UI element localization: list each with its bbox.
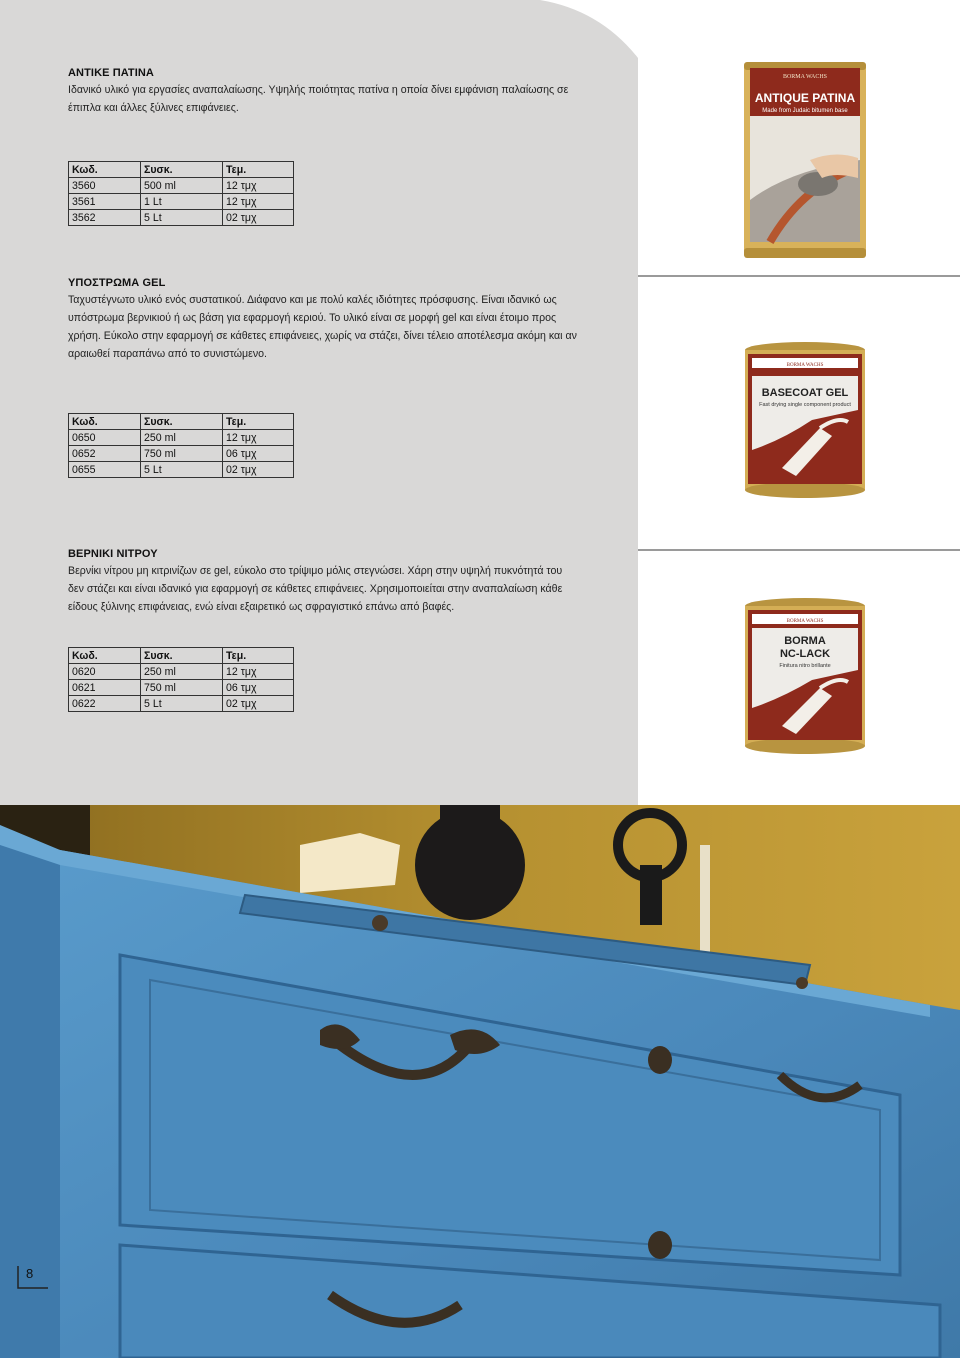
table-row — [69, 194, 294, 210]
product-title-text: BORMA — [784, 635, 826, 647]
product-subtitle-text: Finitura nitro brillante — [779, 663, 831, 669]
antique-patina-can-image — [740, 60, 870, 260]
table-header: Τεμ. — [223, 648, 294, 664]
table-cell: 12 τμχ — [223, 664, 294, 680]
table-cell: 0621 — [69, 680, 141, 696]
table-header: Κωδ. — [69, 162, 141, 178]
table-cell: 06 τμχ — [223, 680, 294, 696]
table-cell: 06 τμχ — [223, 446, 294, 462]
table-cell: 250 ml — [141, 664, 223, 680]
section-text-line: υπόστρωμα βερνικιού ή ως βάση για εφαρμογή κεριού. Το υλικό είναι σε μορφή gel και είναι έτοιμο προς — [68, 312, 557, 324]
section-text-line: είδους ξύλινης επιφάνειας, ενώ είναι εξαιρετικό ως σφραγιστικό επάνω από βαφές. — [68, 601, 455, 613]
section-text-line: δεν στάζει και είναι ιδανικό για εφαρμογή σε κάθετες επιφάνειες. Χρησιμοποιείται στην αναπαλαίωση κάθε — [68, 583, 563, 595]
page-number: 8 — [26, 1266, 34, 1281]
table-header: Συσκ. — [141, 648, 223, 664]
table-cell: 02 τμχ — [223, 462, 294, 478]
product-subtitle-text: Fast drying single component product — [759, 402, 851, 408]
table-header: Συσκ. — [141, 414, 223, 430]
table-cell: 0620 — [69, 664, 141, 680]
table-row — [69, 462, 294, 478]
table-cell: 12 τμχ — [223, 430, 294, 446]
product-subtitle-text: Made from Judaic bitumen base — [762, 108, 848, 114]
table-header: Κωδ. — [69, 414, 141, 430]
table-cell: 5 Lt — [141, 696, 223, 712]
section-title: ΒΕΡΝΙΚΙ ΝΙΤΡΟΥ — [68, 548, 158, 560]
table-cell: 02 τμχ — [223, 696, 294, 712]
brand-text: BORMA WACHS — [786, 619, 824, 624]
table-header: Τεμ. — [223, 414, 294, 430]
product-title-text: BASECOAT GEL — [761, 387, 849, 399]
section-text-line: Ταχυστέγνωτο υλικό ενός συστατικού. Διάφανο και με πολύ καλές ιδιότητες πρόσφυσης. Είναι ιδανικό ως — [68, 294, 557, 306]
table-cell: 3560 — [69, 178, 141, 194]
table-cell: 3561 — [69, 194, 141, 210]
table-header: Κωδ. — [69, 648, 141, 664]
table-cell: 12 τμχ — [223, 194, 294, 210]
table-cell: 5 Lt — [141, 210, 223, 226]
table-cell: 0622 — [69, 696, 141, 712]
table-cell: 5 Lt — [141, 462, 223, 478]
divider-line — [638, 549, 960, 551]
table-header: Συσκ. — [141, 162, 223, 178]
table-header: Τεμ. — [223, 162, 294, 178]
basecoat-gel-can-image — [742, 340, 868, 502]
page-fold-corner — [540, 0, 638, 60]
section-text-line: Βερνίκι νίτρου μη κιτρινίζων σε gel, εύκολο στο τρίψιμο μόλις στεγνώσει. Χάρη στην υψηλή πυκνότητά του — [68, 565, 563, 577]
table-cell: 0655 — [69, 462, 141, 478]
section-text-line: χρήση. Εύκολο στην εφαρμογή σε κάθετες επιφάνειες, χωρίς να στάζει, δίνει τέλειο αποτέλεσμα ακόμη και αν — [68, 330, 577, 342]
section-antique-patina — [68, 67, 569, 117]
table-row — [69, 696, 294, 712]
nc-lack-can-image — [742, 596, 868, 758]
section-title: ΑΝΤΙΚΕ ΠΑΤΙΝΑ — [68, 67, 154, 79]
product-code-table — [68, 647, 294, 712]
table-cell: 750 ml — [141, 680, 223, 696]
blue-dresser-photo — [0, 805, 960, 1358]
product-title-text: ANTIQUE PATINA — [754, 91, 856, 105]
divider-line — [638, 275, 960, 277]
section-text-line: αραιωθεί παραπάνω από το συνιστώμενο. — [68, 348, 267, 360]
table-cell: 3562 — [69, 210, 141, 226]
table-row — [69, 680, 294, 696]
brand-text: BORMA WACHS — [782, 74, 828, 80]
table-cell: 250 ml — [141, 430, 223, 446]
table-cell: 0650 — [69, 430, 141, 446]
section-text-line: έπιπλα και άλλες ξύλινες επιφάνειες. — [68, 102, 239, 114]
product-title-text: NC-LACK — [779, 648, 831, 660]
product-code-table — [68, 413, 294, 478]
table-row — [69, 178, 294, 194]
table-cell: 750 ml — [141, 446, 223, 462]
page-number-marker — [14, 1264, 50, 1290]
product-code-table — [68, 161, 294, 226]
brand-text: BORMA WACHS — [786, 363, 824, 368]
table-row — [69, 210, 294, 226]
section-title: ΥΠΟΣΤΡΩΜΑ GEL — [68, 277, 166, 289]
table-cell: 02 τμχ — [223, 210, 294, 226]
table-row — [69, 446, 294, 462]
section-nitro-varnish — [68, 548, 563, 616]
table-row — [69, 664, 294, 680]
section-basecoat-gel — [68, 277, 577, 363]
table-cell: 500 ml — [141, 178, 223, 194]
section-text-line: Ιδανικό υλικό για εργασίες αναπαλαίωσης. Υψηλής ποιότητας πατίνα η οποία δίνει εμφάνιση παλαίωσης σε — [68, 84, 569, 96]
table-row — [69, 430, 294, 446]
table-cell: 12 τμχ — [223, 178, 294, 194]
table-cell: 1 Lt — [141, 194, 223, 210]
table-cell: 0652 — [69, 446, 141, 462]
